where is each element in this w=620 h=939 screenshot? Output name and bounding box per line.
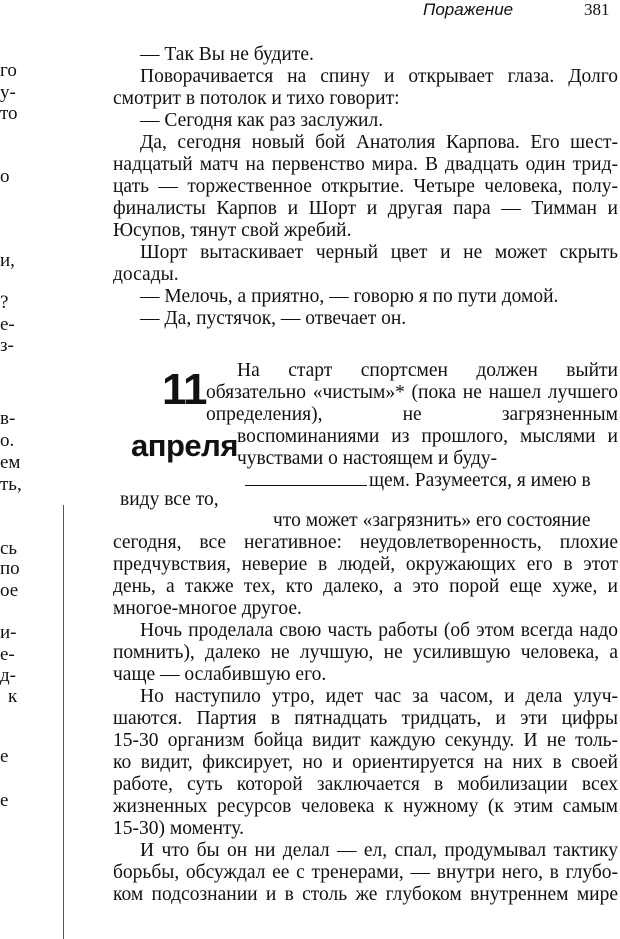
gutter-fragment: е- bbox=[0, 314, 15, 335]
gutter-fragment: го bbox=[0, 60, 17, 81]
text-line-with-blank bbox=[245, 470, 591, 492]
text-line: досады. bbox=[113, 264, 179, 285]
text-line: сегодня, все негативное: неудовлетворенность, плохие bbox=[113, 532, 618, 553]
text-line: предчувствия, неверие в людей, окружающих его в этот bbox=[113, 554, 618, 575]
text-line: финалисты Карпов и Шорт и другая пара — Тимман и bbox=[113, 198, 618, 219]
text-line: чаще — ослабившую его. bbox=[113, 664, 327, 685]
text-line: Шорт вытаскивает черный цвет и не может скрыть bbox=[140, 242, 618, 263]
text-line: определения), не загрязненным bbox=[206, 404, 618, 425]
text-line: помнить), далеко не лучшую, не усилившую человека, а bbox=[113, 642, 618, 663]
text-line: надцатый матч на первенство мира. В двадцать один трид- bbox=[113, 154, 618, 175]
gutter-fragment: о bbox=[0, 166, 10, 187]
text-line: 15-30) моменту. bbox=[113, 818, 244, 839]
text-line: Поворачивается на спину и открывает глаза. Долго bbox=[140, 66, 618, 87]
text-line: что может «загрязнить» его состояние bbox=[273, 510, 591, 531]
text-line: На старт спортсмен должен выйти bbox=[237, 360, 618, 381]
gutter-fragment: ? bbox=[0, 292, 9, 313]
text-line: — Сегодня как раз заслужил. bbox=[140, 110, 384, 131]
text-line: борьбы, обсуждал ее с тренерами, — внутри него, в глубо- bbox=[113, 862, 618, 883]
text-line: шаются. Партия в пятнадцать тридцать, и эти цифры bbox=[113, 708, 618, 729]
gutter-fragment: ое bbox=[0, 580, 19, 601]
text-line: ко видит, фиксирует, но и ориентируется на них в своей bbox=[113, 752, 618, 773]
text-line: — Мелочь, а приятно, — говорю я по пути домой. bbox=[140, 286, 559, 307]
text-line: ком подсознании и в столь же глубоком внутреннем мире bbox=[113, 884, 618, 905]
gutter-fragment: в- bbox=[0, 408, 16, 429]
gutter-fragment: е- bbox=[0, 644, 15, 665]
gutter-fragment: ем bbox=[0, 452, 21, 473]
text-line: смотрит в потолок и тихо говорит: bbox=[113, 88, 400, 109]
entry-date-month: апреля bbox=[131, 428, 238, 463]
text-line: 15-30 организм бойца видит каждую секунду. И не толь- bbox=[113, 730, 618, 751]
gutter-fragment: у- bbox=[0, 82, 16, 103]
gutter-fragment: к bbox=[8, 686, 18, 707]
text-line: обязательно «чистым»* (пока не нашел лучшего bbox=[206, 382, 618, 403]
entry-date-day: 11 bbox=[162, 365, 207, 414]
text-fragment: щем. Разумеется, я имею в bbox=[369, 470, 591, 491]
gutter-fragment: е bbox=[0, 746, 9, 767]
blank-underline bbox=[245, 471, 367, 486]
text-line: Да, сегодня новый бой Анатолия Карпова. Его шест- bbox=[140, 132, 618, 153]
gutter-fragment: ть, bbox=[0, 474, 22, 495]
text-line: Ночь проделала свою часть работы (об этом всегда надо bbox=[140, 620, 618, 641]
text-line: работе, суть которой заключается в мобилизации всех bbox=[113, 774, 618, 795]
gutter-fragment: то bbox=[0, 103, 18, 124]
text-line: И что бы он ни делал — ел, спал, продумывал тактику bbox=[140, 840, 618, 861]
gutter-fragment: о. bbox=[0, 430, 15, 451]
gutter-divider bbox=[63, 505, 64, 939]
page-number: 381 bbox=[584, 0, 610, 19]
text-line: — Да, пустячок, — отвечает он. bbox=[140, 308, 407, 329]
text-line: Юсупов, тянут свой жребий. bbox=[113, 220, 352, 241]
gutter-fragment: з- bbox=[0, 335, 14, 356]
text-line: жизненных ресурсов человека к нужному (к этим самым bbox=[113, 796, 618, 817]
gutter-fragment: е bbox=[0, 790, 9, 811]
text-line: чувствами о настоящем и буду- bbox=[237, 448, 498, 469]
text-line: цать — торжественное открытие. Четыре человека, полу- bbox=[113, 176, 618, 197]
text-line: многое-многое другое. bbox=[113, 598, 302, 619]
text-line: Но наступило утро, идет час за часом, и дела улуч- bbox=[140, 686, 618, 707]
gutter-fragment: и, bbox=[0, 250, 15, 271]
gutter-fragment: сь bbox=[0, 538, 18, 559]
gutter-fragment: и- bbox=[0, 622, 17, 643]
text-line: день, а также тех, кто далеко, а это порой еще хуже, и bbox=[113, 576, 618, 597]
text-line: виду все то, bbox=[120, 489, 219, 510]
text-line: воспоминаниями из прошлого, мыслями и bbox=[237, 426, 618, 447]
text-line: — Так Вы не будите. bbox=[140, 44, 314, 65]
gutter-fragment: д- bbox=[0, 665, 16, 686]
running-header-title: Поражение bbox=[423, 0, 514, 19]
gutter-fragment: по bbox=[0, 558, 20, 579]
